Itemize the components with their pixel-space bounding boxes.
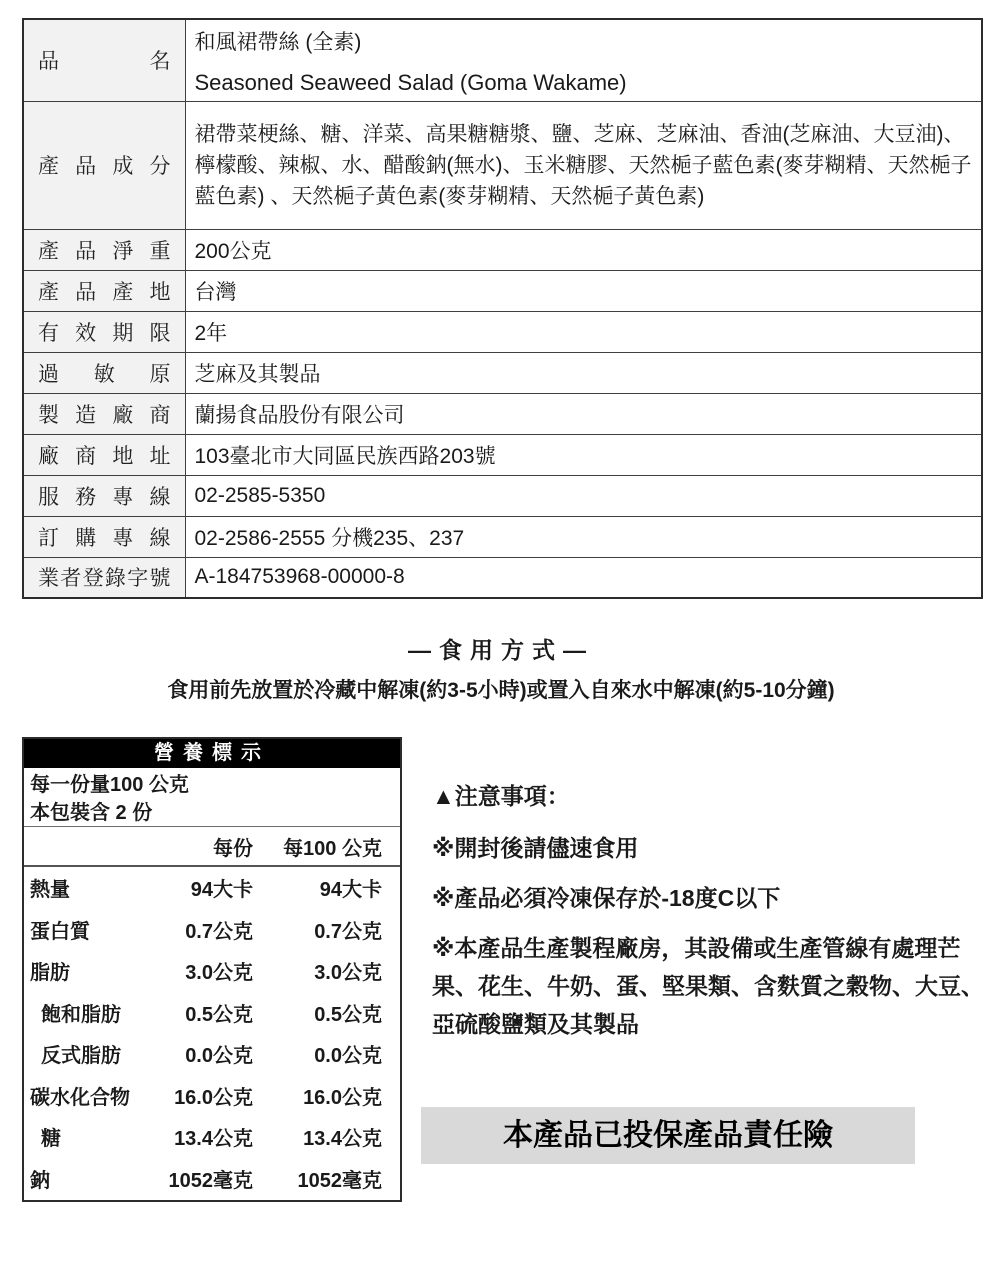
nutrition-facts-panel [22,737,402,1202]
notices-title: ▲注意事項： [432,783,570,809]
table-row [23,557,982,598]
spec-label-registration-no: 業者登錄字號 [23,557,185,598]
usage-section-title: —食用方式— [408,637,594,663]
nutrition-row-protein: 蛋白質 0.7公克 0.7公克 [30,920,382,943]
nutrition-row-saturated-fat: 飽和脂肪 0.5公克 0.5公克 [41,1003,382,1026]
col-per-100g: 每100 公克 [283,837,382,860]
spec-label-net-weight: 產品淨重 [23,229,185,270]
spec-label-address: 廠商地址 [23,434,185,475]
spec-value-service-line: 02-2585-5350 [185,475,982,516]
spec-label-origin: 產品產地 [23,270,185,311]
nutrition-row-calories: 熱量 94大卡 94大卡 [30,879,382,902]
spec-value-manufacturer: 蘭揚食品股份有限公司 [185,393,982,434]
table-row [23,311,982,352]
serving-size: 每一份量100 公克 [30,774,189,796]
spec-value-allergen: 芝麻及其製品 [185,352,982,393]
nutrition-row-fat: 脂肪 3.0公克 3.0公克 [30,962,382,985]
table-row [23,352,982,393]
table-row [23,229,982,270]
col-per-serving: 每份 [213,837,253,860]
table-row [23,270,982,311]
nutrition-title: 營養標示 [24,739,400,768]
spec-value-net-weight: 200公克 [185,229,982,270]
spec-label-product-name: 品名 [23,19,185,101]
table-row [23,434,982,475]
servings-per-package: 本包裝含 2 份 [30,802,153,824]
spec-value-ingredients [185,101,982,229]
nutrition-row-sodium: 鈉 1052毫克 1052毫克 [30,1169,382,1192]
spec-value-origin: 台灣 [185,270,982,311]
spec-label-order-line: 訂購專線 [23,516,185,557]
table-row [23,393,982,434]
ingredients-text: 裙帶菜梗絲、糖、洋菜、高果糖糖漿、鹽、芝麻、芝麻油、香油(芝麻油、大豆油)、檸檬酸、辣椒、水、醋酸鈉(無水)、玉米糖膠、天然梔子藍色素(麥芽糊精、天然梔子藍色素) 、天然梔子黃色素(麥芽糊精、天然梔子黃色素) [194,122,972,208]
spec-label-ingredients: 產品成分 [23,101,185,229]
spec-value-address: 103臺北市大同區民族西路203號 [185,434,982,475]
product-name-zh: 和風裙帶絲 (全素) [194,31,362,55]
table-row [23,19,982,101]
nutrition-row-trans-fat: 反式脂肪 0.0公克 0.0公克 [41,1045,382,1068]
table-row [23,101,982,229]
notices-section [432,778,988,1055]
notice-item: ※本產品生產製程廠房，其設備或生產管線有處理芒果、花生、牛奶、蛋、堅果類、含麩質之穀物、大豆、亞硫酸鹽類及其製品 [432,935,984,1037]
spec-value-order-line: 02-2586-2555 分機235、237 [185,516,982,557]
spec-value-shelf-life: 2年 [185,311,982,352]
table-row [23,516,982,557]
spec-label-allergen: 過敏原 [23,352,185,393]
nutrition-row-carbohydrate: 碳水化合物 16.0公克 16.0公克 [30,1086,382,1109]
spec-value-product-name [185,19,982,101]
nutrition-column-headers [24,827,400,867]
spec-label-service-line: 服務專線 [23,475,185,516]
spec-value-registration-no: A-184753968-00000-8 [185,557,982,598]
table-row [23,475,982,516]
spec-label-shelf-life: 有效期限 [23,311,185,352]
usage-instructions: 食用前先放置於冷藏中解凍(約3-5小時)或置入自來水中解凍(約5-10分鐘) [167,679,835,702]
spec-label-manufacturer: 製造廠商 [23,393,185,434]
product-name-en: Seasoned Seaweed Salad (Goma Wakame) [194,70,627,96]
notice-item: ※產品必須冷凍保存於-18度C以下 [432,885,781,911]
nutrition-serving-info [24,768,400,827]
notice-item: ※開封後請儘速食用 [432,835,639,861]
insurance-banner: 本產品已投保產品責任險 [421,1107,915,1164]
nutrition-row-sugar: 糖 13.4公克 13.4公克 [41,1128,382,1151]
product-info-table [22,18,983,599]
